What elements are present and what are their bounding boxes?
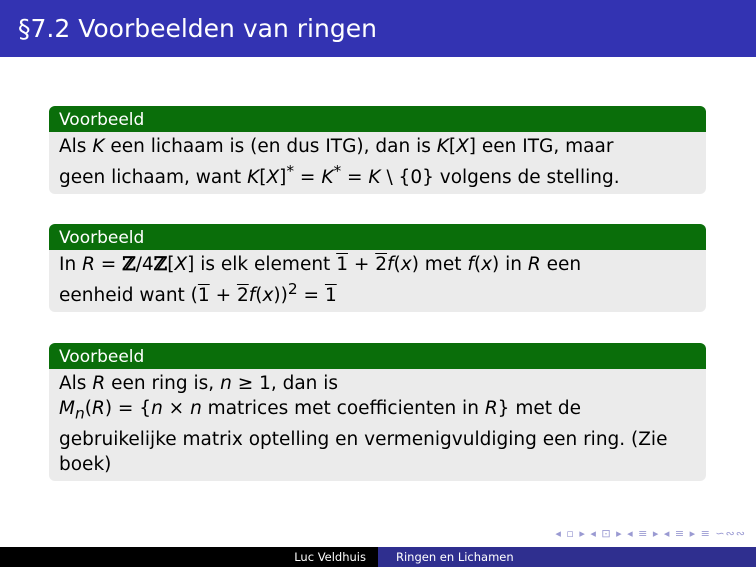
example-block-2 <box>49 224 706 312</box>
text-line: boek) <box>59 453 112 475</box>
footer-bar <box>0 547 756 567</box>
block-heading: Voorbeeld <box>49 343 706 369</box>
text-line: $M_n(R) = \{n \times n$ matrices met coefficienten in R} met de <box>59 398 581 423</box>
block-body <box>49 250 706 312</box>
text-line: Als K een lichaam is (en dus ITG), dan is K[X] een ITG, maar <box>59 136 614 157</box>
beamer-navigation-controls[interactable]: ◂ ▫ ▸ ◂ ⊡ ▸ ◂ ≡ ▸ ◂ ≡ ▸ ≡ ∽∾∾ <box>555 527 746 540</box>
block-heading: Voorbeeld <box>49 106 706 132</box>
text-line: geen lichaam, want K[X]* = K* = K \ {0} volgens de stelling. <box>59 162 620 189</box>
example-block-3 <box>49 343 706 481</box>
block-heading: Voorbeeld <box>49 224 706 250</box>
title-bar <box>0 0 756 57</box>
footer-author: Luc Veldhuis <box>294 550 366 564</box>
text-line: gebruikelijke matrix optelling en vermenigvuldiging een ring. (Zie <box>59 428 668 450</box>
text-line: Als R een ring is, n ≥ 1, dan is <box>59 373 339 394</box>
block-body <box>49 369 706 481</box>
block-body <box>49 132 706 194</box>
text-line: In R = ℤ/4ℤ[X] is elk element 1 + 2f(x) met f(x) in R een <box>59 254 582 275</box>
text-line: eenheid want $(1 + 2f(x))^2 = 1$ <box>59 280 337 307</box>
footer-talk-title: Ringen en Lichamen <box>378 547 756 567</box>
slide-title: §7.2 Voorbeelden van ringen <box>18 14 377 43</box>
example-block-1 <box>49 106 706 194</box>
